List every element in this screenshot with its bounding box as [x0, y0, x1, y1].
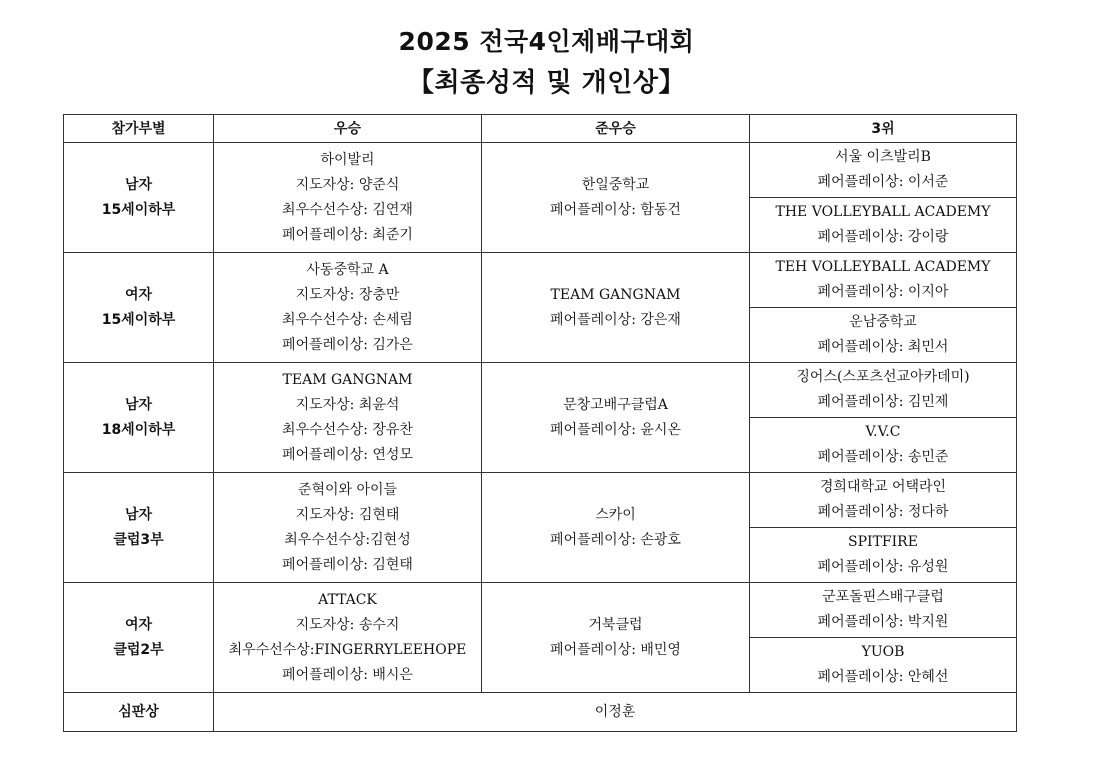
runner-up-team: 거북클럽: [588, 616, 643, 633]
winner-cell: [214, 473, 482, 583]
runner-up-team: 스카이: [595, 506, 636, 523]
winner-award: 최우수선수상: 장유찬: [282, 421, 413, 438]
division-category: 18세이하부: [101, 421, 176, 438]
header-division: 참가부별: [64, 115, 214, 143]
header-runner-up: 준우승: [482, 115, 750, 143]
referee-name: 이정훈: [214, 693, 1017, 732]
third-place-award: 페어플레이상: 유성원: [817, 559, 949, 575]
third-place-cell: [750, 363, 1017, 418]
results-body: [64, 143, 1017, 732]
runner-up-cell: [482, 253, 750, 363]
third-place-team: TEH VOLLEYBALL ACADEMY: [775, 259, 991, 275]
winner-award: 페어플레이상: 김현태: [282, 556, 413, 573]
third-place-award: 페어플레이상: 이지아: [817, 284, 949, 300]
third-place-award: 페어플레이상: 송민준: [817, 449, 949, 465]
winner-award: 지도자상: 송수지: [295, 616, 400, 633]
third-place-award: 페어플레이상: 정다하: [817, 504, 949, 520]
runner-up-team: TEAM GANGNAM: [550, 286, 681, 303]
division-gender: 여자: [124, 616, 153, 633]
third-place-cell: [750, 143, 1017, 198]
winner-award: 지도자상: 양준식: [295, 176, 400, 193]
division-row: [64, 253, 1017, 308]
third-place-team: YUOB: [861, 644, 905, 660]
referee-label: 심판상: [64, 693, 214, 732]
winner-team: ATTACK: [318, 591, 377, 608]
winner-award: 지도자상: 김현태: [295, 506, 400, 523]
runner-up-cell: [482, 363, 750, 473]
winner-award: 최우수선수상:김현성: [284, 531, 411, 548]
third-place-award: 페어플레이상: 최민서: [817, 339, 949, 355]
third-place-cell: [750, 473, 1017, 528]
third-place-award: 페어플레이상: 박지원: [817, 614, 949, 630]
division-name: [64, 253, 214, 363]
third-place-team: 서울 이츠발리B: [835, 149, 931, 165]
division-row: [64, 473, 1017, 528]
division-gender: 남자: [124, 396, 153, 413]
results-table: [63, 114, 1017, 732]
third-place-cell: [750, 528, 1017, 583]
runner-up-award: 페어플레이상: 함동건: [550, 201, 681, 218]
winner-award: 페어플레이상: 연성모: [282, 446, 413, 463]
division-gender: 남자: [124, 506, 153, 523]
division-row: [64, 143, 1017, 198]
third-place-team: SPITFIRE: [848, 534, 918, 550]
winner-award: 최우수선수상: 손세림: [282, 311, 413, 328]
winner-team: 준혁이와 아이들: [297, 481, 398, 498]
runner-up-team: 한일중학교: [581, 176, 650, 193]
winner-cell: [214, 363, 482, 473]
third-place-team: 징어스(스포츠선교아카데미): [796, 369, 970, 385]
division-gender: 남자: [124, 176, 153, 193]
header-winner: 우승: [214, 115, 482, 143]
winner-cell: [214, 583, 482, 693]
third-place-award: 페어플레이상: 안혜선: [817, 669, 949, 685]
winner-award: 최우수선수상: 김연재: [282, 201, 413, 218]
winner-team: 하이발리: [320, 151, 375, 168]
division-gender: 여자: [124, 286, 153, 303]
runner-up-award: 페어플레이상: 강은재: [550, 311, 681, 328]
division-name: [64, 473, 214, 583]
third-place-cell: [750, 253, 1017, 308]
winner-award: 지도자상: 장충만: [295, 286, 400, 303]
winner-award: 페어플레이상: 배시은: [282, 666, 413, 683]
winner-award: 최우수선수상:FINGERRYLEEHOPE: [228, 641, 467, 658]
division-name: [64, 363, 214, 473]
third-place-team: THE VOLLEYBALL ACADEMY: [775, 204, 991, 220]
runner-up-cell: [482, 143, 750, 253]
division-category: 15세이하부: [101, 311, 176, 328]
third-place-team: 경희대학교 어택라인: [819, 479, 947, 495]
third-place-award: 페어플레이상: 강이랑: [817, 229, 949, 245]
runner-up-cell: [482, 473, 750, 583]
division-category: 15세이하부: [101, 201, 176, 218]
winner-award: 페어플레이상: 최준기: [282, 226, 413, 243]
division-row: [64, 363, 1017, 418]
third-place-cell: [750, 638, 1017, 693]
third-place-cell: [750, 198, 1017, 253]
winner-award: 지도자상: 최윤석: [295, 396, 400, 413]
page-title: 2025 전국4인제배구대회: [398, 27, 695, 56]
third-place-team: 군포돌핀스배구클럽: [822, 589, 944, 605]
third-place-team: V.V.C: [865, 424, 901, 440]
third-place-cell: [750, 418, 1017, 473]
runner-up-award: 페어플레이상: 손광호: [550, 531, 681, 548]
page-subtitle: 【최종성적 및 개인상】: [407, 68, 686, 98]
division-row: [64, 583, 1017, 638]
division-name: [64, 143, 214, 253]
runner-up-team: 문창고배구클럽A: [563, 396, 668, 413]
third-place-award: 페어플레이상: 이서준: [817, 174, 949, 190]
third-place-cell: [750, 583, 1017, 638]
third-place-cell: [750, 308, 1017, 363]
third-place-team: 운남중학교: [849, 314, 917, 330]
runner-up-award: 페어플레이상: 윤시온: [550, 421, 681, 438]
header-third: 3위: [750, 115, 1017, 143]
division-name: [64, 583, 214, 693]
winner-cell: [214, 143, 482, 253]
division-category: 클럽2부: [113, 641, 164, 658]
division-category: 클럽3부: [113, 531, 164, 548]
header-row: [64, 115, 1017, 143]
winner-team: TEAM GANGNAM: [282, 371, 413, 388]
runner-up-cell: [482, 583, 750, 693]
runner-up-award: 페어플레이상: 배민영: [550, 641, 681, 658]
winner-award: 페어플레이상: 김가은: [282, 336, 413, 353]
referee-row: [64, 693, 1017, 732]
winner-cell: [214, 253, 482, 363]
third-place-award: 페어플레이상: 김민제: [817, 394, 949, 410]
winner-team: 사동중학교 A: [306, 261, 389, 278]
